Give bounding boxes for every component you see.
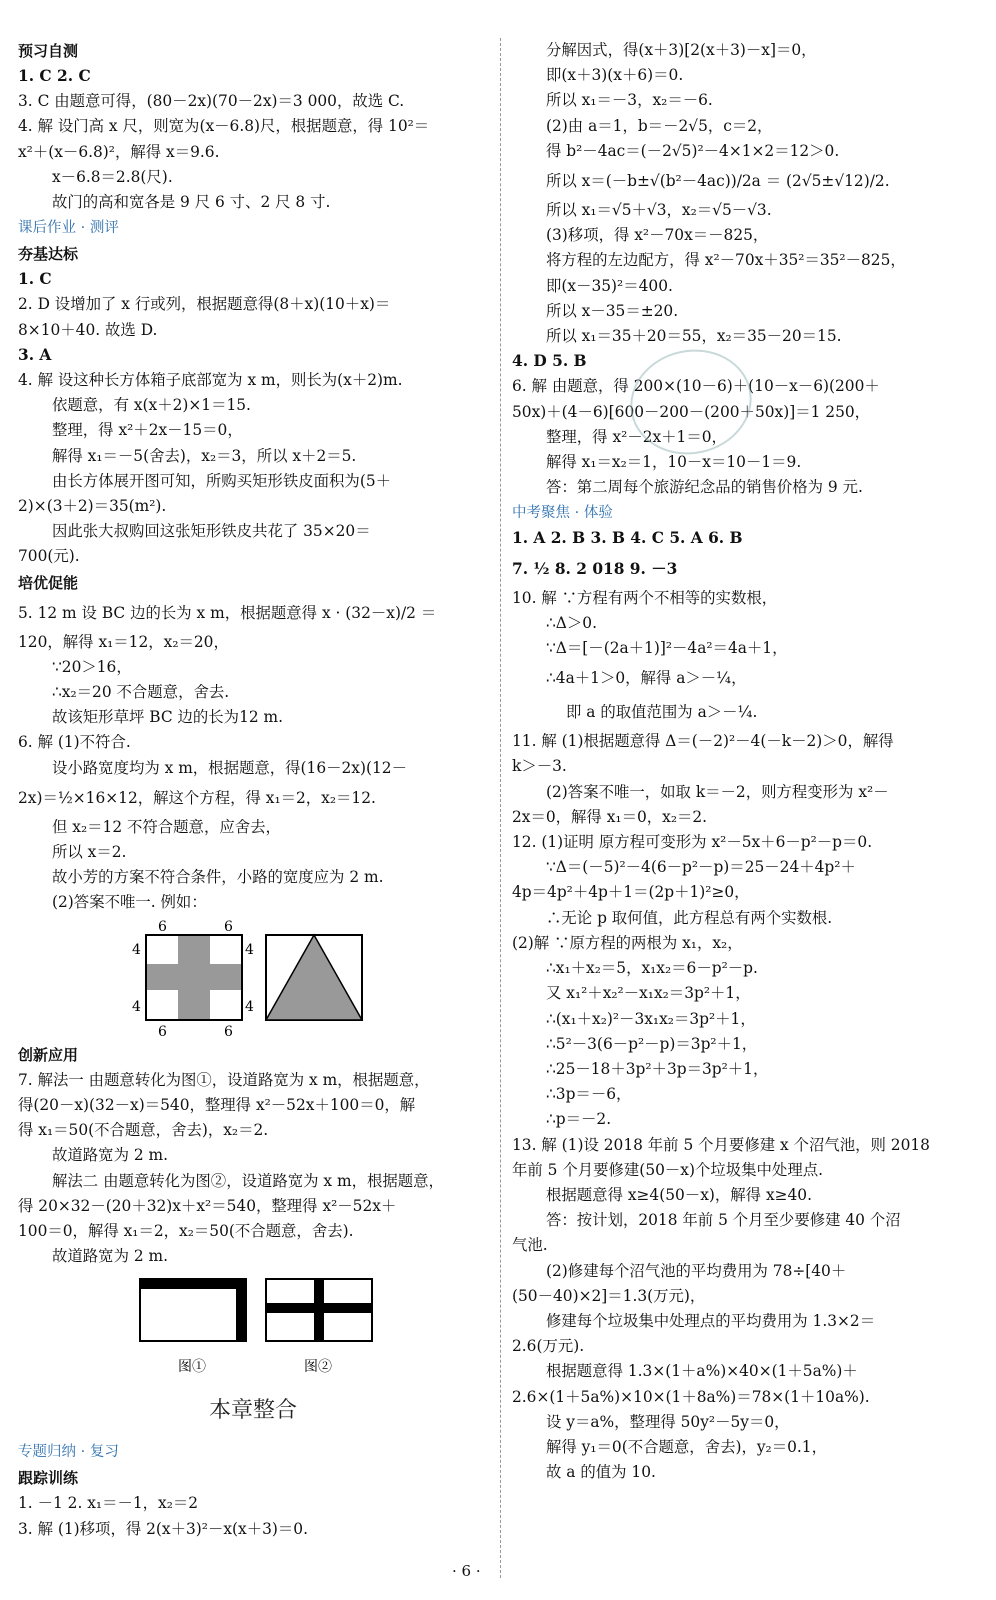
left-line: 2x)＝½×16×12，解这个方程，得 x₁＝2，x₂＝12. [18,788,376,807]
right-line: 所以 x＝(－b±√(b²－4ac))/2a ＝ (2√5±√12)/2. [546,172,890,191]
label-right-top: 4 [245,941,254,958]
caption-fig-2: 图② [304,1359,332,1376]
left-line: 依题意，有 x(x＋2)×1＝15. [52,396,251,415]
right-line: 11. 解 (1)根据题意得 Δ＝(－2)²－4(－k－2)＞0，解得 [512,732,894,751]
left-line: 4. 解 设这种长方体箱子底部宽为 x m，则长为(x＋2)m. [18,371,403,390]
right-line: ∵Δ＝[－(2a＋1)]²－4a²＝4a＋1， [546,639,788,658]
right-line: 所以 x₁＝35＋20＝55，x₂＝35－20＝15. [546,327,842,346]
chapter-title: 本章整合 [208,1398,297,1424]
fig-1-road-v [236,1279,246,1341]
left-line: 但 x₂＝12 不符合题意，应舍去， [52,817,281,836]
left3-line: 1. －1 2. x₁＝－1，x₂＝2 [18,1494,199,1513]
left-block-2 [18,1042,488,1270]
left-line: 故小芳的方案不符合条件，小路的宽度应为 2 m. [52,868,384,887]
left-line: 4. 解 设门高 x 尺，则宽为(x－6.8)尺，根据题意，得 10²＝ [18,117,430,136]
left-line: 设小路宽度均为 x m，根据题意，得(16－2x)(12－ [52,758,407,777]
right-line: ∴Δ＞0. [546,613,597,632]
right-line: 年前 5 个月要修建(50－x)个垃圾集中处理点. [512,1160,823,1179]
left-line: 2. D 设增加了 x 行或列，根据题意得(8＋x)(10＋x)＝ [18,295,391,314]
right-line: 12. (1)证明 原方程可变形为 x²－5x＋6－p²－p＝0. [512,833,873,852]
left2-line: 得(20－x)(32－x)＝540，整理得 x²－52x＋100＝0，解 [18,1095,416,1114]
label-left-top: 4 [132,941,141,958]
left-line: 故门的高和宽各是 9 尺 6 寸、2 尺 8 寸. [52,193,331,212]
left-line: (2)答案不唯一. 例如： [52,893,207,912]
right-line: ∴4a＋1＞0，解得 a＞－¼， [546,669,747,688]
left2-line: 解法二 由题意转化为图②，设道路宽为 x m，根据题意， [52,1171,444,1190]
label-top-left: 6 [158,919,167,935]
right-line: 所以 x₁＝√5＋√3，x₂＝√5－√3. [546,201,772,220]
right-line: 根据题意得 1.3×(1＋a%)×40×(1＋5a%)＋ [546,1362,858,1381]
right-line: 又 x₁²＋x₂²－x₁x₂＝3p²＋1， [546,984,751,1003]
right-line: ∴25－18＋3p²＋3p＝3p²＋1， [546,1059,769,1078]
right-line: 1. A 2. B 3. B 4. C 5. A 6. B [512,529,743,548]
cross-horizontal [146,964,242,990]
left-line: 解得 x₁＝－5(舍去)，x₂＝3，所以 x＋2＝5. [52,446,357,465]
right-line: 所以 x₁＝－3，x₂＝－6. [546,91,713,110]
fig-1-road-h [140,1279,246,1289]
left3-line: 3. 解 (1)移项，得 2(x＋3)²－x(x＋3)＝0. [18,1519,308,1538]
left3-line: 跟踪训练 [18,1469,79,1488]
right-line: 整理，得 x²－2x＋1＝0， [546,427,727,446]
right-line: 解得 x₁＝x₂＝1，10－x＝10－1＝9. [546,453,802,472]
left-line: 1. C 2. C [18,67,91,85]
right-line: ∴x₁＋x₂＝5，x₁x₂＝6－p²－p. [546,959,758,978]
left3-line: 专题归纳 · 复习 [18,1444,119,1461]
figure-road-diagrams [18,1273,378,1383]
right-line: 即(x－35)²＝400. [546,276,673,295]
left-line: ∵20＞16， [52,657,132,676]
right-line: (2)解 ∵原方程的两根为 x₁，x₂， [512,933,743,952]
right-line: 答：按计划，2018 年前 5 个月至少要修建 40 个沼 [546,1211,901,1230]
right-line: 2x＝0，解得 x₁＝0，x₂＝2. [512,807,708,826]
right-line: 10. 解 ∵方程有两个不相等的实数根， [512,588,778,607]
right-line: ∴(x₁＋x₂)²－3x₁x₂＝3p²＋1， [546,1009,756,1028]
left2-line: 7. 解法一 由题意转化为图①，设道路宽为 x m，根据题意， [18,1070,430,1089]
left-line: ∴x₂＝20 不合题意，舍去. [52,683,230,702]
left-line: 5. 12 m 设 BC 边的长为 x m，根据题意得 x · (32－x)/2 ＝ [18,603,437,622]
right-line: 答：第二周每个旅游纪念品的销售价格为 9 元. [546,478,863,497]
left-line: 2)×(3＋2)＝35(m²). [18,497,167,516]
left2-line: 得 20×32－(20＋32)x＋x²＝540，整理得 x²－52x＋ [18,1196,397,1215]
right-line: 即(x＋3)(x＋6)＝0. [546,66,684,85]
right-line: 即 a 的取值范围为 a＞－¼. [566,703,758,722]
right-line: 所以 x－35＝±20. [546,301,679,320]
left-line: 故该矩形草坪 BC 边的长为12 m. [52,708,284,727]
left2-line: 创新应用 [18,1045,79,1064]
left2-line: 100＝0，解得 x₁＝2，x₂＝50(不合题意，舍去). [18,1221,354,1240]
left-line: 夯基达标 [18,245,79,264]
left-line: 3. C 由题意可得，(80－2x)(70－2x)＝3 000，故选 C. [18,92,405,111]
left-block-3 [18,1439,488,1541]
right-line: ∴p＝－2. [546,1110,612,1129]
left-line: 培优促能 [18,573,79,592]
label-top-right: 6 [224,919,233,935]
right-line: 将方程的左边配方，得 x²－70x＋35²＝35²－825， [546,251,906,270]
fig-2-road-v [314,1279,324,1341]
left-line: 3. A [18,345,52,364]
right-line: 7. ½ 8. 2 018 9. －3 [512,559,678,578]
figure-path-designs [18,920,378,1038]
column-divider [500,38,501,1578]
left2-line: 故道路宽为 2 m. [52,1146,169,1165]
right-line: 解得 y₁＝0(不合题意，舍去)，y₂＝0.1， [546,1437,827,1456]
left-line: 整理，得 x²＋2x－15＝0， [52,421,243,440]
right-line: k＞－3. [512,757,567,776]
right-line: 2.6×(1＋5a%)×10×(1＋8a%)＝78×(1＋10a%). [512,1387,870,1406]
left-column [18,38,488,1542]
right-line: 设 y＝a%，整理得 50y²－5y＝0， [546,1412,790,1431]
right-line: ∴5²－3(6－p²－p)＝3p²＋1， [546,1034,758,1053]
left-line: 120，解得 x₁＝12，x₂＝20， [18,632,229,651]
right-line: ∴无论 p 取何值，此方程总有两个实数根. [546,908,833,927]
left-line: 由长方体展开图可知，所购买矩形铁皮面积为(5＋ [52,471,391,490]
right-line: ∴3p＝－6， [546,1085,632,1104]
right-line: (2)答案不唯一，如取 k＝－2，则方程变形为 x²－ [546,782,889,801]
right-line: (2)修建每个沼气池的平均费用为 78÷[40＋ [546,1261,847,1280]
right-line: 中考聚焦 · 体验 [512,505,613,522]
right-line: (2)由 a＝1，b＝－2√5，c＝2， [546,116,773,135]
left-line: 因此张大叔购回这张矩形铁皮共花了 35×20＝ [52,522,371,541]
right-line: 根据题意得 x≥4(50－x)，解得 x≥40. [546,1185,812,1204]
right-line: 13. 解 (1)设 2018 年前 5 个月要修建 x 个沼气池，则 2018 [512,1135,930,1154]
right-line: 2.6(万元). [512,1337,585,1356]
right-column [512,38,984,1485]
left-line: 8×10＋40. 故选 D. [18,320,158,339]
left-line: 所以 x＝2. [52,843,127,862]
right-line: 修建每个垃圾集中处理点的平均费用为 1.3×2＝ [546,1311,876,1330]
left-line: 700(元). [18,547,80,566]
caption-fig-1: 图① [178,1359,206,1376]
right-line: (3)移项，得 x²－70x＝－825， [546,226,769,245]
page-number: · 6 · [452,1562,481,1580]
left2-line: 得 x₁＝50(不合题意，舍去)，x₂＝2. [18,1121,269,1140]
left-block-1 [18,38,488,916]
left-line: 6. 解 (1)不符合. [18,733,131,752]
left-line: 预习自测 [18,42,79,60]
left2-line: 故道路宽为 2 m. [52,1247,169,1266]
right-line: 分解因式，得(x＋3)[2(x＋3)－x]＝0， [546,41,817,59]
left-line: 1. C [18,270,52,289]
right-line: 4. D 5. B [512,352,587,371]
label-bottom-left: 6 [158,1023,167,1038]
label-right-bottom: 4 [245,998,254,1015]
right-line: 6. 解 由题意，得 200×(10－6)＋(10－x－6)(200＋ [512,377,880,396]
left-line: x－6.8＝2.8(尺). [52,167,173,186]
left-line: 课后作业 · 测评 [18,220,119,237]
right-line: 4p＝4p²＋4p＋1＝(2p＋1)²≥0， [512,883,750,902]
right-line: ∵Δ＝(－5)²－4(6－p²－p)＝25－24＋4p²＋ [546,858,856,877]
right-line: (50－40)×2]＝1.3(万元)， [512,1286,706,1305]
right-line: 50x)＋(4－6)[600－200－(200＋50x)]＝1 250， [512,402,871,421]
left-line: x²＋(x－6.8)²，解得 x＝9.6. [18,142,220,161]
label-bottom-right: 6 [224,1023,233,1038]
right-line: 气池. [512,1236,548,1255]
label-left-bottom: 4 [132,998,141,1015]
right-line: 得 b²－4ac＝(－2√5)²－4×1×2＝12＞0. [546,141,840,160]
right-line: 故 a 的值为 10. [546,1463,656,1482]
